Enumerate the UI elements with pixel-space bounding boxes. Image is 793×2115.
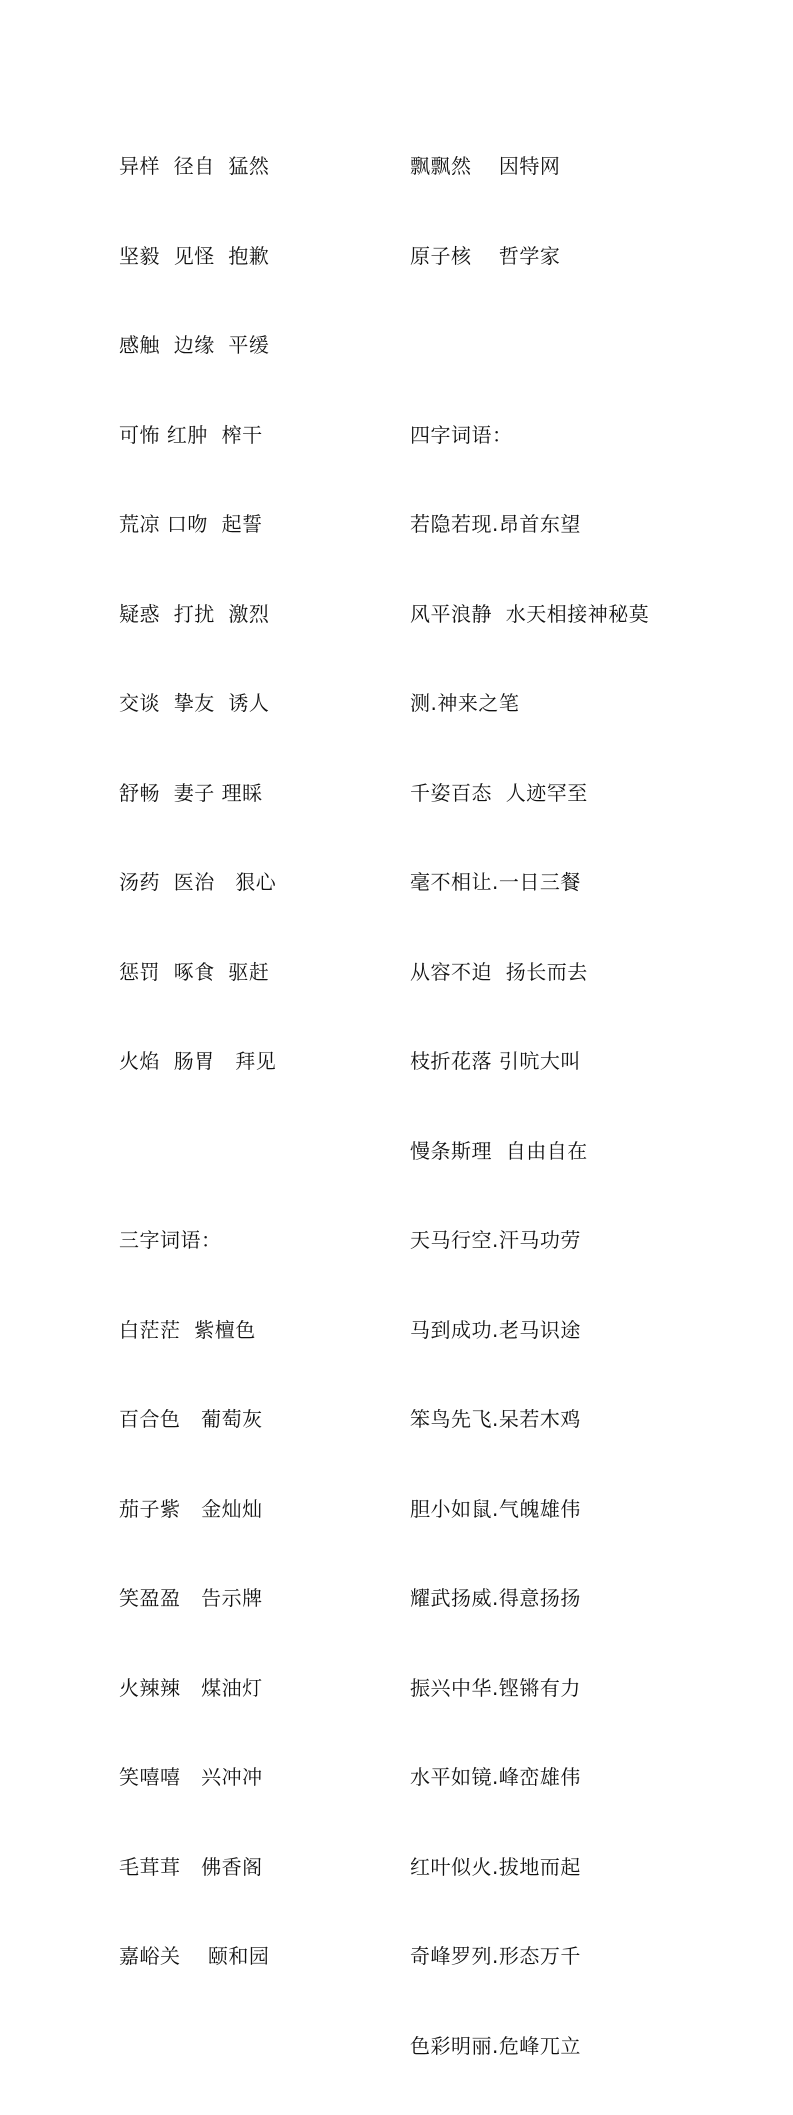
word-line: 火辣辣 煤油灯	[119, 1675, 263, 1700]
right-column	[410, 98, 780, 2115]
blank-line	[119, 1131, 379, 1173]
word-line: 毛茸茸 佛香阁	[119, 1854, 263, 1879]
left-column	[119, 98, 379, 2026]
word-line: 奇峰罗列.形态万千	[410, 1944, 581, 1968]
word-line: 马到成功.老马识途	[410, 1317, 581, 1342]
word-line: 原子核 哲学家	[410, 243, 561, 268]
word-line: 笨鸟先飞.呆若木鸡	[410, 1407, 581, 1431]
word-line: 胆小如鼠.气魄雄伟	[410, 1496, 581, 1521]
word-line: 茄子紫 金灿灿	[119, 1496, 263, 1521]
word-line: 异样 径自 猛然	[119, 154, 270, 178]
word-line: 天马行空.汗马功劳	[410, 1228, 581, 1252]
word-line: 荒凉 口吻 起誓	[119, 512, 263, 536]
word-line: 红叶似火.拔地而起	[410, 1854, 581, 1879]
word-line: 毫不相让.一日三餐	[410, 870, 581, 894]
word-line: 振兴中华.铿锵有力	[410, 1675, 581, 1700]
word-line: 水平如镜.峰峦雄伟	[410, 1765, 581, 1789]
word-line: 白茫茫 紫檀色	[119, 1317, 256, 1342]
word-line: 嘉峪关 颐和园	[119, 1944, 270, 1968]
word-line: 千姿百态 人迹罕至	[410, 780, 588, 805]
word-line: 色彩明丽.危峰兀立	[410, 2033, 581, 2058]
word-line: 百合色 葡萄灰	[119, 1407, 263, 1431]
word-line: 舒畅 妻子 理睬	[119, 780, 263, 805]
word-line: 慢条斯理 自由自在	[410, 1138, 588, 1163]
word-line: 坚毅 见怪 抱歉	[119, 243, 270, 268]
word-line: 枝折花落 引吭大叫	[410, 1049, 581, 1073]
word-line: 测.神来之笔	[410, 691, 520, 715]
word-line: 可怖 红肿 榨干	[119, 422, 263, 447]
word-line: 若隐若现.昂首东望	[410, 512, 581, 536]
word-line: 疑惑 打扰 激烈	[119, 601, 270, 626]
word-line: 交谈 挚友 诱人	[119, 691, 270, 715]
section-heading-four-char: 四字词语：	[410, 422, 513, 447]
word-line: 惩罚 啄食 驱赶	[119, 959, 270, 984]
word-line: 火焰 肠胃 拜见	[119, 1049, 277, 1073]
word-line: 笑嘻嘻 兴冲冲	[119, 1765, 263, 1789]
word-line: 汤药 医治 狠心	[119, 870, 277, 894]
blank-line	[410, 325, 780, 367]
word-line: 感触 边缘 平缓	[119, 333, 270, 357]
word-line: 笑盈盈 告示牌	[119, 1586, 263, 1610]
word-line: 飘飘然 因特网	[410, 154, 561, 178]
section-heading-three-char: 三字词语：	[119, 1228, 222, 1252]
word-line: 耀武扬威.得意扬扬	[410, 1586, 581, 1610]
word-line: 从容不迫 扬长而去	[410, 959, 588, 984]
word-line: 风平浪静 水天相接神秘莫	[410, 601, 650, 626]
